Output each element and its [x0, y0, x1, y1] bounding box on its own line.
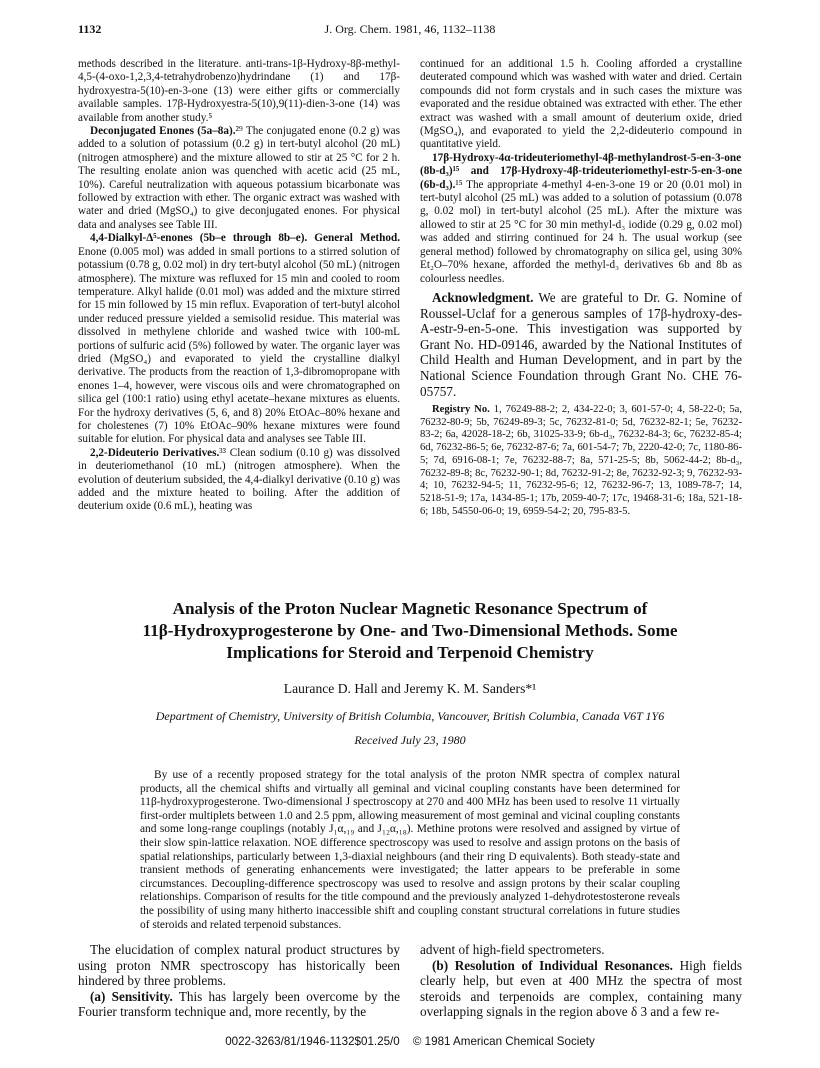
copyright: © 1981 American Chemical Society	[412, 1035, 595, 1048]
left-column	[78, 58, 400, 514]
affiliation: Department of Chemistry, University of British Columbia, Vancouver, British Columbia, Canada V6T 1Y6	[155, 709, 665, 723]
article-title: Analysis of the Proton Nuclear Magnetic Resonance Spectrum of 11β-Hydroxyprogesterone by One- and Two-Dimensional Methods. Some Implications for Steroid and Terpenoid Chemistry	[142, 599, 678, 662]
paragraph-workup: continued for an additional 1.5 h. Cooling afforded a crystalline deuterated compound which was washed with water and dried. Certain compounds did not form crystals and in such cases the mixture was evaporated and the residue obtained was extracted with ether. The ether extract was washed with a small amount of deuterium oxide, dried (MgSO₄), and evaporated to yield the 2,2-dideuterio compound in quantitative yield.	[420, 58, 742, 151]
intro-sensitivity: (a) Sensitivity. This has largely been overcome by the Fourier transform technique and, more recently, by the	[78, 988, 401, 1020]
intro-resolution: (b) Resolution of Individual Resonances. High fields clearly help, but even at 400 MHz the spectra of most steroids and terpenoids are complex, containing many overlapping signals in the region above δ 3 and a few re-	[420, 957, 742, 1020]
intro-right-column	[420, 942, 742, 1020]
page-number: 1132	[78, 22, 102, 36]
paragraph-dideuterio: 2,2-Dideuterio Derivatives.³³ Clean sodium (0.10 g) was dissolved in deuteriomethanol (10 mL) (nitrogen atmosphere). When the evolution of deuterium subsided, the 4,4-dialkyl derivative (0.10 g) was added and the mixture heated to boiling. After the addition of deuterium oxide (0.6 mL), heating was	[78, 446, 400, 513]
paragraph-methods: methods described in the literature. anti-trans-1β-Hydroxy-8β-methyl-4,5-(4-oxo-1,2,3,4-tetrahydrobenzo)hydrindane (1) and 17β-hydroxyestra-5(10)-en-3-one (13) were either gifts or commercially available samples. 17β-Hydroxyestra-5(10),9(11)-dien-3-one (14) was available from another study.⁵	[78, 58, 400, 124]
acknowledgment: Acknowledgment. We are grateful to Dr. G. Nomine of Roussel-Uclaf for a generous samples of 17β-hydroxy-des-A-estr-9-en-5-one. This investigation was supported by Grant No. HD-09146, awarded by the National Institutes of Child Health and Human Development, and in part by the National Science Foundation through Grant No. CHE 76-05757.	[420, 290, 742, 399]
received-date: Received July 23, 1980	[354, 733, 466, 747]
article-code: 0022-3263/81/1946-1132$01.25/0	[225, 1035, 400, 1048]
paragraph-deconjugated-enones: Deconjugated Enones (5a–8a).²⁹ The conjugated enone (0.2 g) was added to a solution of potassium (0.2 g) in tert-butyl alcohol (20 mL) (nitrogen atmosphere) and the mixture allowed to stir at 25 °C for 2 h. The resulting enolate anion was quenched with acetic acid (25 mL, 10%). Careful neutralization with aqueous potassium bicarbonate was followed by extraction with ether. The organic extract was washed with water and dried (MgSO₄) to give deconjugated enones. For physical data and analyses see Table III.	[78, 125, 400, 231]
right-column	[420, 58, 742, 286]
paragraph-dialkyl-enones: 4,4-Dialkyl-Δ⁵-enones (5b–e through 8b–e). General Method. Enone (0.005 mol) was added in small portions to a stirred solution of potassium (0.78 g, 0.02 mol) in dry tert-butyl alcohol (50 mL) (nitrogen atmosphere). The mixture was refluxed for 15 min and cooled to room temperature. Alkyl halide (0.01 mol) was added and the mixture stirred for 15 min followed by 15 min reflux. Evaporation of tert-butyl alcohol under reduced pressure yielded a semisolid residue. This material was dissolved in methylene chloride and washed twice with 100-mL portions of sulfuric acid (5%) followed by water. The organic layer was dried (MgSO₄) and evaporated to yield the crystalline dialkyl derivative. The products from the reaction of 1,3-dibromopropane with enones 1–4, however, were viscous oils and were chromatographed on silica gel (100:1 ratio) using ethyl acetate–hexane mixtures as eluents. For the hydroxy derivatives (5, 6, and 8) 20% EtOAc–80% hexane and for cholestenes (7) 10% EtOAc–90% hexane mixtures were found suitable for elution. For physical data and analyses see Table III.	[78, 232, 400, 446]
running-header	[78, 22, 742, 40]
paragraph-trideuteriomethyl: 17β-Hydroxy-4α-trideuteriomethyl-4β-methylandrost-5-en-3-one (8b-d₃)¹⁵ and 17β-Hydroxy-4β-trideuteriomethyl-estr-5-en-3-one (6b-d₃).¹⁵ The appropriate 4-methyl 4-en-3-one 19 or 20 (0.01 mol) in tert-butyl alcohol (25 mL) was added to a solution of potassium (0.078 g, 0.02 mol) in tert-butyl alcohol (25 mL). After the mixture was allowed to stir at 25 °C for 30 min methyl-d₃ iodide (0.29 g, 0.02 mol) was added and stirring continued for 24 h. The usual workup (see general method) followed by chromatography on silica gel, using 30% Et₂O–70% hexane, afforded the methyl-d₃ derivatives 6b and 8b as colourless needles.	[420, 151, 742, 285]
registry-numbers: Registry No. 1, 76249-88-2; 2, 434-22-0; 3, 601-57-0; 4, 58-22-0; 5a, 76232-80-9; 5b, 76249-89-3; 5c, 76232-81-0; 5d, 76232-82-1; 5e, 76232-83-2; 6a, 42028-18-2; 6b, 31025-33-9; 6b-d₃, 76232-84-3; 6c, 76232-85-4; 6d, 76232-86-5; 6e, 76232-87-6; 7a, 601-54-7; 7b, 2220-42-0; 7c, 1180-86-5; 7d, 6916-08-1; 7e, 76232-88-7; 8a, 571-25-5; 8b, 5062-44-2; 8b-d₃, 76232-89-8; 8c, 76232-90-1; 8d, 76232-91-2; 8e, 76232-92-3; 9, 76232-93-4; 10, 76232-94-5; 11, 76232-95-6; 12, 76232-96-7; 13, 1089-78-7; 14, 5218-51-9; 17a, 1434-85-1; 17b, 2059-40-7; 17c, 19468-31-6; 18a, 521-18-6; 18b, 54550-06-0; 19, 6959-54-2; 20, 795-83-5.	[420, 404, 742, 517]
intro-continuation: advent of high-field spectrometers.	[420, 942, 605, 957]
intro-paragraph: The elucidation of complex natural product structures by using proton NMR spectroscopy has historically been hindered by three problems.	[78, 942, 400, 989]
abstract: By use of a recently proposed strategy for the total analysis of the proton NMR spectra of complex natural products, all the chemical shifts and virtually all geminal and vicinal coupling constants have been determined for 11β-hydroxyprogesterone. Two-dimensional J spectroscopy at 270 and 400 MHz has been used to resolve 11 virtually first-order multiplets between 1.0 and 2.5 ppm, allowing measurement of most geminal and vicinal coupling constants and some long-range couplings (notably J₁α,₁₉ and J₁₂α,₁₈). Methine protons were resolved and assigned by virtue of their slow spin-lattice relaxation. NOE difference spectroscopy was used to resolve and assign protons on the basis of spatial relationships, particularly between 1,3-diaxial neighbours (and their ring D equivalents). Both steady-state and transient methods of generating enhancements were investigated; the latter appears to be preferable in some circumstances. Decoupling-difference spectroscopy was used to resolve and assign protons by their scalar coupling relationships. Comparison of results for the title compound and the previously analyzed 1-dehydrotestosterone reveals the possibility of using many hitherto inaccessible shift and coupling constant structural correlations in future studies of steroids and related terpenoid substances.	[140, 769, 680, 931]
intro-left-column	[78, 942, 400, 1020]
journal-reference: J. Org. Chem. 1981, 46, 1132–1138	[324, 22, 496, 36]
authors: Laurance D. Hall and Jeremy K. M. Sanders*¹	[283, 681, 537, 696]
article-header	[78, 598, 742, 748]
page-footer	[78, 1035, 742, 1048]
